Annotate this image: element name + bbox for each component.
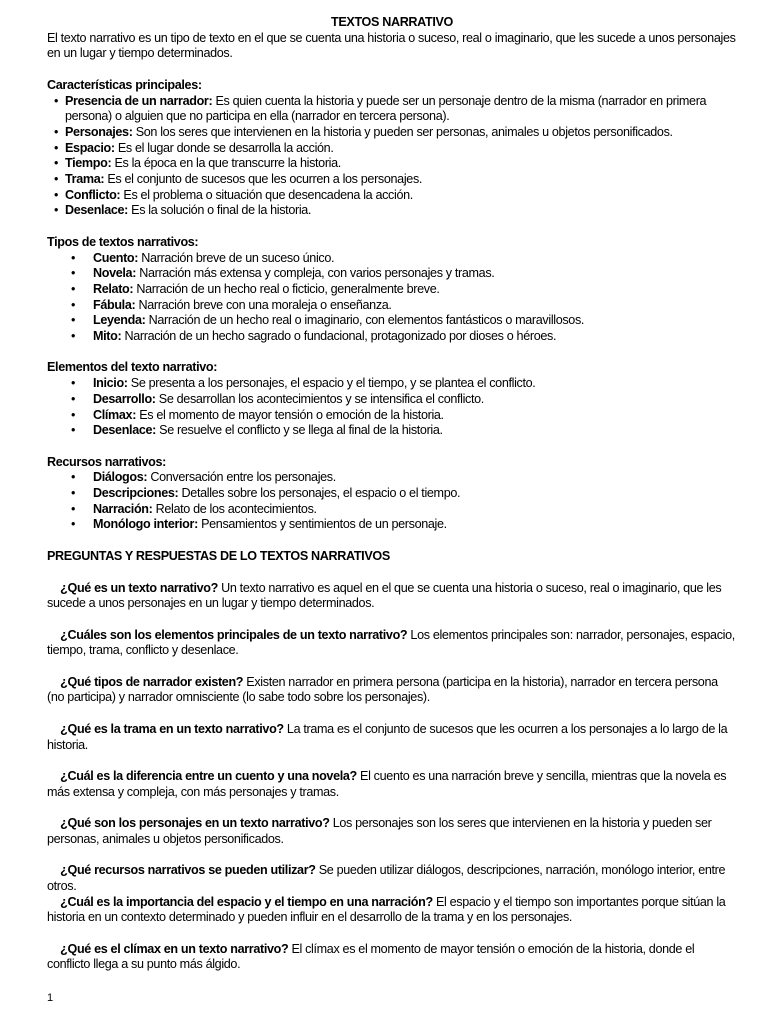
item-term: Narración: — [93, 501, 153, 516]
caracteristicas-heading: Características principales: — [47, 77, 202, 92]
item-text: Narración de un hecho sagrado o fundacional, protagonizado por dioses o héroes. — [121, 329, 557, 344]
list-item — [47, 125, 737, 141]
item-text: Relato de los acontecimientos. — [152, 501, 317, 516]
qa-item — [47, 863, 737, 894]
item-term: Descripciones: — [93, 486, 179, 501]
list-item — [47, 470, 737, 486]
document-title: TEXTOS NARRATIVO — [331, 15, 453, 29]
answer: Un texto narrativo es aquel en el que se cuenta una historia o suceso, real o imaginario, que les sucede a unos personajes en un lugar y tiempo determinados. — [47, 580, 722, 611]
qa-item — [47, 628, 737, 659]
elementos-list — [47, 376, 737, 439]
list-item — [47, 282, 737, 298]
item-term: Espacio: — [65, 140, 115, 155]
item-text: Es el lugar donde se desarrolla la acción. — [114, 140, 334, 155]
qa-item — [47, 942, 737, 973]
qa-section-heading: PREGUNTAS Y RESPUESTAS DE LO TEXTOS NARRATIVOS — [47, 549, 390, 564]
intro-paragraph: El texto narrativo es un tipo de texto en el que se cuenta una historia o suceso, real o imaginario, que les sucede a unos personajes en un lugar y tiempo determinados. — [47, 30, 736, 61]
list-item — [47, 172, 737, 188]
item-text: Narración breve con una moraleja o enseñanza. — [135, 297, 392, 312]
tipos-heading: Tipos de textos narrativos: — [47, 234, 199, 249]
qa-item — [47, 675, 737, 706]
item-text: Es el problema o situación que desencadena la acción. — [120, 187, 413, 202]
answer: Los personajes son los seres que intervienen en la historia y pueden ser personas, animales u objetos personificados. — [47, 816, 712, 846]
qa-item — [47, 816, 737, 847]
question: ¿Qué son los personajes en un texto narrativo? — [60, 816, 330, 830]
item-term: Cuento: — [93, 250, 139, 265]
item-term: Tiempo: — [65, 156, 112, 171]
item-term: Relato: — [93, 281, 134, 296]
qa-item — [47, 895, 737, 926]
item-term: Inicio: — [93, 376, 128, 391]
item-term: Clímax: — [93, 407, 137, 422]
item-text: Narración de un hecho real o ficticio, generalmente breve. — [133, 281, 440, 296]
recursos-heading: Recursos narrativos: — [47, 454, 166, 469]
answer: El espacio y el tiempo son importantes porque sitúan la historia en un contexto determinado y pueden influir en el desarrollo de la trama y en los personajes. — [47, 894, 726, 925]
list-item — [47, 203, 737, 219]
item-term: Desenlace: — [65, 203, 129, 218]
list-item — [47, 486, 737, 502]
question: ¿Qué tipos de narrador existen? — [60, 674, 244, 689]
question: ¿Qué es la trama en un texto narrativo? — [60, 721, 284, 736]
item-text: Se presenta a los personajes, el espacio y el tiempo, y se plantea el conflicto. — [127, 376, 536, 391]
question: ¿Qué recursos narrativos se pueden utilizar? — [60, 863, 316, 878]
list-item — [47, 251, 737, 267]
item-text: Pensamientos y sentimientos de un personaje. — [197, 517, 447, 532]
list-item — [47, 423, 737, 439]
item-text: Narración más extensa y compleja, con varios personajes y tramas. — [136, 266, 495, 281]
tipos-list — [47, 251, 737, 345]
list-item — [47, 313, 737, 329]
item-term: Fábula: — [93, 297, 136, 312]
question: ¿Qué es un texto narrativo? — [60, 580, 218, 595]
list-item — [47, 266, 737, 282]
page-number: 1 — [47, 992, 54, 1004]
list-item — [47, 517, 737, 533]
elementos-heading: Elementos del texto narrativo: — [47, 360, 218, 375]
item-term: Desenlace: — [93, 423, 157, 438]
answer: Existen narrador en primera persona (participa en la historia), narrador en tercera persona (no participa) y narrador omnisciente (lo sabe todo sobre los personajes). — [47, 674, 718, 705]
question: ¿Cuál es la diferencia entre un cuento y una novela? — [60, 768, 357, 783]
document-page — [47, 15, 737, 973]
item-text: Es la solución o final de la historia. — [128, 203, 312, 218]
item-text: Son los seres que intervienen en la historia y pueden ser personas, animales u objetos personificados. — [132, 124, 673, 139]
list-item — [47, 392, 737, 408]
list-item — [47, 156, 737, 172]
list-item — [47, 502, 737, 518]
item-text: Es el conjunto de sucesos que les ocurren a los personajes. — [104, 172, 423, 187]
item-term: Personajes: — [65, 124, 133, 139]
answer: Los elementos principales son: narrador, personajes, espacio, tiempo, trama, conflicto y desenlace. — [47, 627, 735, 658]
qa-item — [47, 722, 737, 753]
list-item — [47, 376, 737, 392]
item-term: Novela: — [93, 266, 137, 281]
item-term: Mito: — [93, 329, 122, 344]
question: ¿Qué es el clímax en un texto narrativo? — [60, 941, 289, 956]
item-term: Diálogos: — [93, 470, 148, 485]
item-term: Conflicto: — [65, 187, 121, 202]
item-text: Es quien cuenta la historia y puede ser un personaje dentro de la misma (narrador en primera persona) o alguien que no participa en ella (narrador en tercera persona). — [65, 93, 707, 124]
answer: El cuento es una narración breve y sencilla, mientras que la novela es más extensa y compleja, con más personajes y tramas. — [47, 768, 727, 799]
item-term: Leyenda: — [93, 313, 146, 328]
list-item — [47, 94, 737, 125]
item-term: Desarrollo: — [93, 391, 156, 406]
list-item — [47, 408, 737, 424]
item-text: Se desarrollan los acontecimientos y se intensifica el conflicto. — [155, 391, 484, 406]
item-text: Es la época en la que transcurre la historia. — [111, 156, 341, 171]
list-item — [47, 188, 737, 204]
item-term: Trama: — [65, 172, 105, 187]
answer: Se pueden utilizar diálogos, descripciones, narración, monólogo interior, entre otros. — [47, 863, 726, 893]
list-item — [47, 298, 737, 314]
list-item — [47, 141, 737, 157]
list-item — [47, 329, 737, 345]
recursos-list — [47, 470, 737, 533]
item-term: Monólogo interior: — [93, 517, 198, 532]
answer: La trama es el conjunto de sucesos que les ocurren a los personajes a lo largo de la historia. — [47, 721, 728, 752]
item-text: Conversación entre los personajes. — [147, 470, 336, 485]
item-text: Se resuelve el conflicto y se llega al final de la historia. — [156, 423, 443, 438]
item-text: Narración de un hecho real o imaginario, con elementos fantásticos o maravillosos. — [145, 313, 585, 328]
item-text: Es el momento de mayor tensión o emoción de la historia. — [136, 407, 444, 422]
question: ¿Cuál es la importancia del espacio y el tiempo en una narración? — [60, 894, 433, 909]
qa-item — [47, 769, 737, 800]
caracteristicas-list — [47, 94, 737, 220]
answer: El clímax es el momento de mayor tensión o emoción de la historia, donde el conflicto llega a su punto más álgido. — [47, 941, 695, 972]
item-term: Presencia de un narrador: — [65, 93, 213, 108]
question: ¿Cuáles son los elementos principales de un texto narrativo? — [60, 627, 408, 642]
qa-item — [47, 581, 737, 612]
item-text: Narración breve de un suceso único. — [138, 250, 335, 265]
item-text: Detalles sobre los personajes, el espacio o el tiempo. — [178, 486, 461, 501]
